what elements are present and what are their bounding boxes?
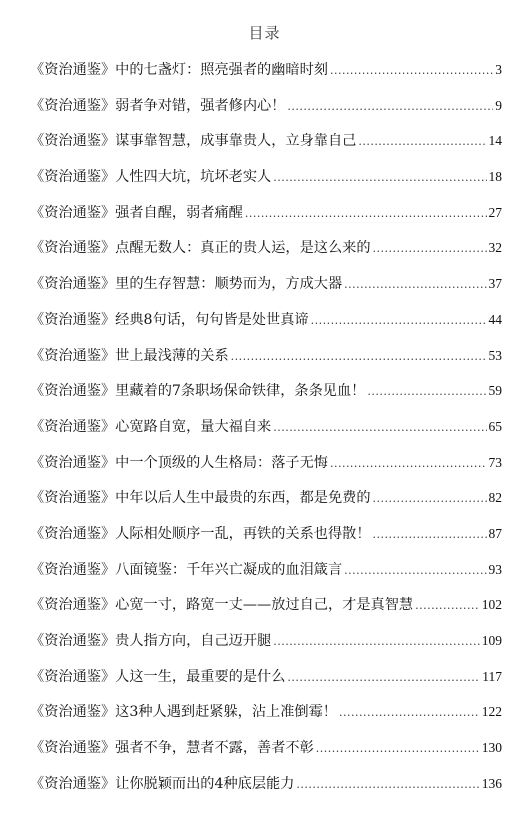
toc-page-number: 44 <box>488 311 502 327</box>
toc-page-number: 53 <box>488 347 502 363</box>
dot-leader <box>296 772 479 798</box>
toc-entry[interactable] <box>30 557 502 593</box>
dot-leader <box>316 736 480 762</box>
toc-page-number: 130 <box>481 740 502 756</box>
toc-entry[interactable] <box>30 414 502 450</box>
toc-page-number: 37 <box>488 276 502 292</box>
toc-entry-title: 《资治通鉴》人性四大坑，坑坏老实人 <box>30 169 272 186</box>
toc-entry-title: 《资治通鉴》弱者争对错，强者修内心！ <box>30 97 286 114</box>
dot-leader <box>344 558 486 584</box>
dot-leader <box>330 58 493 84</box>
toc-entry-title: 《资治通鉴》里藏着的7条职场保命铁律，条条见血！ <box>30 383 366 400</box>
toc-entry-title: 《资治通鉴》世上最浅薄的关系 <box>30 347 229 364</box>
toc-entry[interactable] <box>30 57 502 93</box>
toc-entry[interactable] <box>30 164 502 200</box>
toc-entry-title: 《资治通鉴》点醒无数人：真正的贵人运，是这么来的 <box>30 240 371 257</box>
toc-entry[interactable] <box>30 699 502 735</box>
toc-entry-title: 《资治通鉴》人际相处顺序一乱，再铁的关系也得散！ <box>30 525 371 542</box>
toc-entry-title: 《资治通鉴》贵人指方向，自己迈开腿 <box>30 633 272 649</box>
toc-entry[interactable] <box>30 735 502 771</box>
dot-leader <box>245 201 487 227</box>
dot-leader <box>273 415 486 441</box>
dot-leader <box>311 308 487 334</box>
toc-page-number: 27 <box>488 204 502 220</box>
dot-leader <box>287 665 480 691</box>
toc-entry-title: 《资治通鉴》中一个顶级的人生格局：落子无悔 <box>30 454 328 471</box>
dot-leader <box>287 94 493 120</box>
toc-page-number: 59 <box>488 383 502 399</box>
toc-page-number: 136 <box>481 775 502 791</box>
toc-entry[interactable] <box>30 271 502 307</box>
toc-page-number: 32 <box>488 240 502 256</box>
toc-entry[interactable] <box>30 307 502 343</box>
toc-entry[interactable] <box>30 93 502 129</box>
toc-entry[interactable] <box>30 592 502 628</box>
toc-entry-title: 《资治通鉴》这3种人遇到赶紧躲，沾上准倒霉！ <box>30 704 337 721</box>
toc-entry-title: 《资治通鉴》强者自醒，弱者痛醒 <box>30 204 243 221</box>
toc-entry[interactable] <box>30 628 502 664</box>
dot-leader <box>339 700 480 726</box>
toc-page-number: 87 <box>488 525 502 541</box>
toc-page-number: 73 <box>488 454 502 470</box>
toc-entry[interactable] <box>30 521 502 557</box>
toc-entry[interactable] <box>30 343 502 379</box>
toc-entry[interactable] <box>30 485 502 521</box>
dot-leader <box>273 165 486 191</box>
toc-entry-title: 《资治通鉴》让你脱颖而出的4种底层能力 <box>30 775 295 792</box>
toc-page-number: 109 <box>481 633 502 648</box>
dot-leader <box>344 272 486 298</box>
toc-entry-title: 《资治通鉴》强者不争，慧者不露，善者不彰 <box>30 740 314 757</box>
toc-page-number: 102 <box>481 597 502 613</box>
toc-page-number: 82 <box>488 490 502 506</box>
toc-entry-title: 《资治通鉴》心宽路自宽，量大福自来 <box>30 418 272 435</box>
dot-leader <box>330 451 487 477</box>
toc-entry-title: 《资治通鉴》人这一生，最重要的是什么 <box>30 668 286 685</box>
dot-leader <box>373 236 487 262</box>
dot-leader <box>373 486 487 512</box>
toc-page-number: 65 <box>488 418 502 434</box>
toc-entry-title: 《资治通鉴》里的生存智慧：顺势而为，方成大器 <box>30 276 343 293</box>
toc-page-number: 9 <box>495 97 502 113</box>
toc-list <box>30 57 502 806</box>
toc-page-number: 122 <box>481 704 502 720</box>
toc-entry[interactable] <box>30 378 502 414</box>
toc-page-number: 18 <box>488 169 502 185</box>
dot-leader <box>367 379 486 405</box>
dot-leader <box>231 344 487 370</box>
toc-page-number: 3 <box>495 62 502 77</box>
toc-entry[interactable] <box>30 450 502 486</box>
toc-entry-title: 《资治通鉴》八面镜鉴：千年兴亡凝成的血泪箴言 <box>30 561 343 578</box>
toc-entry-title: 《资治通鉴》中的七盏灯：照亮强者的幽暗时刻 <box>30 62 328 78</box>
toc-entry[interactable] <box>30 235 502 271</box>
dot-leader <box>415 593 480 619</box>
toc-entry[interactable] <box>30 128 502 164</box>
toc-heading: 目录 <box>248 24 281 42</box>
toc-entry-title: 《资治通鉴》中年以后人生中最贵的东西，都是免费的 <box>30 490 371 507</box>
toc-entry-title: 《资治通鉴》经典8句话，句句皆是处世真谛 <box>30 311 309 328</box>
toc-entry[interactable] <box>30 771 502 807</box>
dot-leader <box>358 129 486 155</box>
toc-page-number: 14 <box>488 133 502 149</box>
dot-leader <box>373 522 487 548</box>
dot-leader <box>273 629 480 655</box>
toc-entry[interactable] <box>30 664 502 700</box>
toc-entry-title: 《资治通鉴》谋事靠智慧，成事靠贵人，立身靠自己 <box>30 133 357 150</box>
toc-page-number: 117 <box>482 668 502 684</box>
toc-page-number: 93 <box>488 561 502 577</box>
toc-entry[interactable] <box>30 200 502 236</box>
toc-entry-title: 《资治通鉴》心宽一寸，路宽一丈——放过自己，才是真智慧 <box>30 597 414 614</box>
